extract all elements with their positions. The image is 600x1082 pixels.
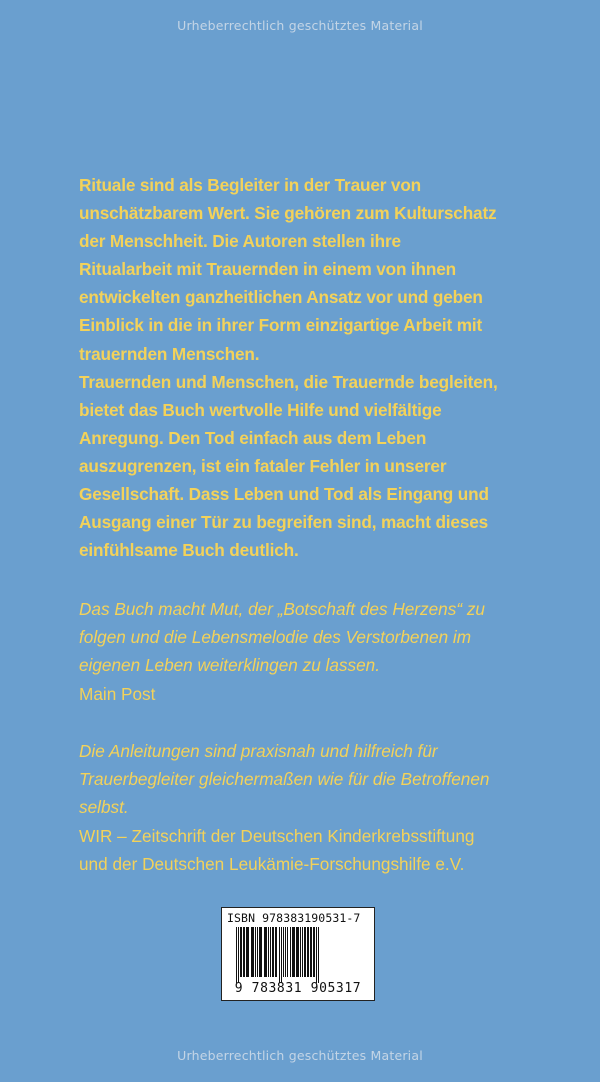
quote-line: eigenen Leben weiterklingen zu lassen. — [79, 655, 380, 676]
barcode-bar — [290, 927, 291, 977]
ean-digits: 9 783831 905317 — [234, 981, 362, 996]
barcode-guard-bar — [281, 927, 282, 983]
barcode-bar — [270, 927, 271, 977]
blurb-line: einfühlsame Buch deutlich. — [79, 540, 299, 561]
barcode-bar — [302, 927, 303, 977]
barcode-bar — [300, 927, 301, 977]
barcode-bar — [272, 927, 274, 977]
barcode-bar — [257, 927, 258, 977]
quote-line: selbst. — [79, 797, 129, 818]
barcode-bar — [285, 927, 286, 977]
blurb-line: der Menschheit. Die Autoren stellen ihre — [79, 231, 401, 252]
barcode-bar — [268, 927, 269, 977]
barcode-bar — [251, 927, 254, 977]
barcode-bar — [246, 927, 249, 977]
blurb-text — [79, 171, 599, 564]
blurb-line: entwickelten ganzheitlichen Ansatz vor und geben — [79, 287, 483, 308]
review-quote-main-post — [79, 595, 599, 708]
barcode-bar — [264, 927, 267, 977]
copyright-watermark-bottom: Urheberrechtlich geschütztes Material — [177, 1048, 423, 1063]
barcode-bar — [283, 927, 284, 977]
barcode-guard-bar — [316, 927, 317, 983]
quote-source: Main Post — [79, 683, 156, 704]
barcode-bars — [234, 927, 364, 983]
blurb-line: Ausgang einer Tür zu begreifen sind, macht dieses — [79, 512, 489, 533]
blurb-line: unschätzbarem Wert. Sie gehören zum Kulturschatz — [79, 203, 497, 224]
barcode-bar — [240, 927, 242, 977]
isbn-barcode — [221, 907, 375, 1001]
barcode-bar — [304, 927, 306, 977]
barcode-guard-bar — [318, 927, 319, 983]
blurb-line: Rituale sind als Begleiter in der Trauer von — [79, 175, 422, 195]
quote-line: folgen und die Lebensmelodie des Verstorbenen im — [79, 627, 472, 648]
quote-line: Trauerbegleiter gleichermaßen wie für die Betroffenen — [79, 769, 490, 790]
blurb-line: trauernden Menschen. — [79, 343, 260, 364]
blurb-line: bietet das Buch wertvolle Hilfe und vielfältige — [79, 399, 442, 420]
barcode-bar — [275, 927, 277, 977]
blurb-line: Gesellschaft. Dass Leben und Tod als Eingang und — [79, 484, 489, 505]
barcode-guard-bar — [238, 927, 239, 983]
blurb-line: Einblick in die in ihrer Form einzigartige Arbeit mit — [79, 315, 483, 336]
blurb-line: auszugrenzen, ist ein fataler Fehler in unserer — [79, 455, 447, 476]
blurb-line: Anregung. Den Tod einfach aus dem Leben — [79, 427, 427, 448]
quote-source: und der Deutschen Leukämie-Forschungshilfe e.V. — [79, 853, 465, 874]
quote-source: WIR – Zeitschrift der Deutschen Kinderkrebsstiftung — [79, 825, 475, 846]
barcode-bar — [292, 927, 295, 977]
quote-line: Die Anleitungen sind praxisnah und hilfreich für — [79, 741, 438, 761]
barcode-bar — [243, 927, 245, 977]
barcode-guard-bar — [279, 927, 280, 983]
barcode-bar — [259, 927, 262, 977]
barcode-bar — [255, 927, 256, 977]
barcode-bar — [313, 927, 315, 977]
quote-line: Das Buch macht Mut, der „Botschaft des Herzens“ zu — [79, 599, 485, 619]
barcode-bar — [296, 927, 299, 977]
barcode-guard-bar — [236, 927, 237, 983]
isbn-label: ISBN 978383190531-7 — [227, 911, 361, 925]
barcode-bar — [287, 927, 288, 977]
blurb-line: Ritualarbeit mit Trauernden in einem von ihnen — [79, 259, 457, 280]
barcode-bar — [307, 927, 309, 977]
blurb-line: Trauernden und Menschen, die Trauernde begleiten, — [79, 371, 498, 392]
copyright-watermark-top: Urheberrechtlich geschütztes Material — [177, 18, 423, 33]
review-quote-wir — [79, 737, 599, 878]
barcode-bar — [310, 927, 312, 977]
